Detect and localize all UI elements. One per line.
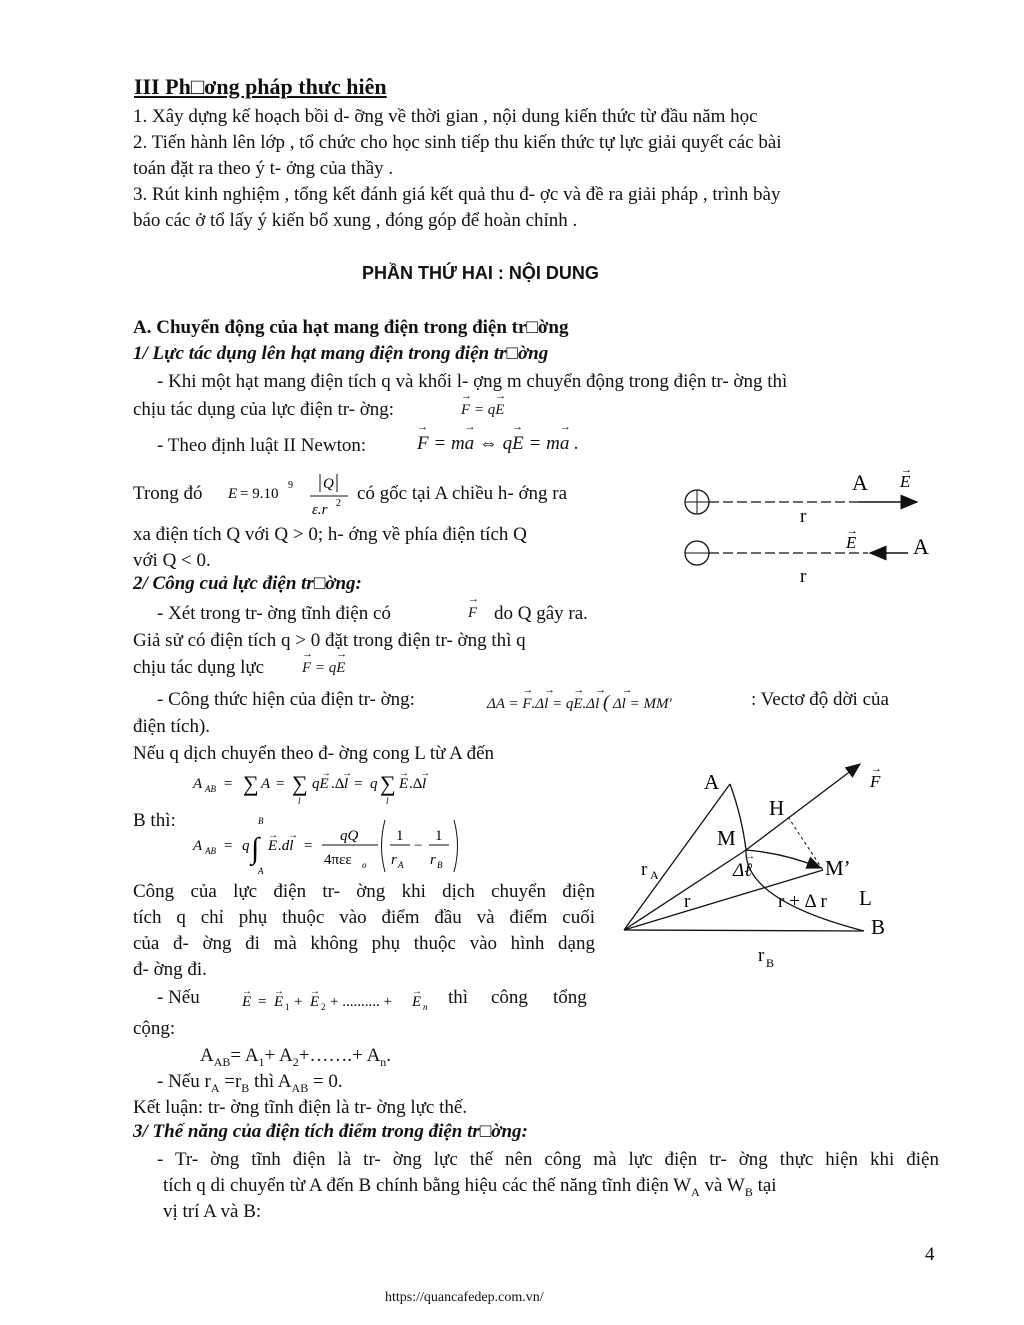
svg-text:+ .......... +: + .......... + <box>330 994 392 1010</box>
conclusion-line4: đ- ờng đi. <box>133 959 207 980</box>
label-r-top: r <box>800 506 807 527</box>
neu-e-tong: tổng <box>553 987 587 1008</box>
p3-line3: vị trí A và B: <box>163 1201 262 1222</box>
svg-text:l: l <box>422 776 427 792</box>
svg-text:E: E <box>274 994 284 1010</box>
label-e-top: E <box>900 472 911 491</box>
fig-label-h: H <box>769 796 785 820</box>
formula-f-qe: → F = q→ E <box>461 402 504 419</box>
svg-text:→: → <box>242 986 252 997</box>
svg-text:q: q <box>370 776 378 792</box>
fig-label-ra-sub: A <box>650 868 659 882</box>
svg-text:.Δ: .Δ <box>409 776 423 792</box>
subheading-1: 1/ Lực tác dụng lên hạt mang điện trong điện tr□ờng <box>133 343 549 364</box>
trong-do-desc: có gốc tại A chiều h- ớng ra <box>357 483 568 504</box>
svg-text:.dl: .dl <box>278 838 294 854</box>
formula-work-integral <box>188 812 488 880</box>
svg-text:1: 1 <box>285 1002 290 1012</box>
svg-text:=: = <box>258 994 267 1010</box>
svg-text:→: → <box>847 525 858 537</box>
p1-line1: - Khi một hạt mang điện tích q và khối l- ợng m chuyển động trong điện tr- ờng thì <box>157 371 788 392</box>
method-item-3-cont: báo các ở tổ lấy ý kiến bổ xung , đóng góp để hoàn chỉnh . <box>133 210 578 231</box>
svg-text:E: E <box>412 994 422 1010</box>
fig-label-f: F <box>870 772 881 791</box>
field-direction-figure <box>670 462 950 592</box>
svg-text:→: → <box>321 768 331 779</box>
fig-label-mprime: M’ <box>825 856 851 880</box>
svg-text:A: A <box>193 776 203 792</box>
svg-text:∫: ∫ <box>251 832 260 865</box>
neu-ra-rb: - Nếu $r_A =r_B$ thì $A_{AB} = 0$. <box>157 1071 343 1095</box>
svg-text:→: → <box>871 763 882 775</box>
svg-text:→: → <box>342 768 352 779</box>
p3-line1: - Tr- ờng tĩnh điện là tr- ờng lực thế nên công mà lực điện tr- ờng thực hiện khi điện <box>157 1149 939 1170</box>
svg-text:n: n <box>423 1002 428 1012</box>
method-item-2-cont: toán đặt ra theo ý t- ởng của thầy . <box>133 158 394 179</box>
label-e-bottom: E <box>846 533 857 552</box>
svg-text:=: = <box>354 776 363 792</box>
formula-work-sum <box>188 764 488 808</box>
svg-text:→: → <box>745 851 755 862</box>
xet-line2: Giả sử có điện tích q > 0 đặt trong điện tr- ờng thì q <box>133 630 526 651</box>
svg-text:4πεε: 4πεε <box>324 852 352 868</box>
p2-newton: - Theo định luật II Newton: <box>157 435 367 456</box>
svg-text:qQ: qQ <box>340 828 359 844</box>
footer-url[interactable]: https://quancafedep.com.vn/ <box>385 1290 544 1305</box>
svg-text:∑: ∑ <box>243 771 259 796</box>
formula-newton: → F = m→ a ⇔ q→ E = m→ a . <box>417 433 579 455</box>
heading-a: A. Chuyển động của hạt mang điện trong điện tr□ờng <box>133 317 569 338</box>
svg-text:A: A <box>193 838 203 854</box>
fig-label-a: A <box>704 770 720 794</box>
svg-text:l: l <box>386 796 389 806</box>
svg-text:o: o <box>362 860 367 870</box>
subheading-2: 2/ Công cuả lực điện tr□ờng: <box>133 573 362 594</box>
label-r-bottom: r <box>800 566 807 587</box>
svg-text:B: B <box>258 816 264 826</box>
conclusion-line2: tích q chỉ phụ thuộc vào điểm đầu và điểm cuối <box>133 907 595 928</box>
p3-line2: tích q di chuyển từ A đến B chính bằng hiệu các thế năng tĩnh điện $W_A$ và $W_B$ tại <box>163 1175 777 1199</box>
svg-text:→: → <box>274 986 284 997</box>
xa-line2: với Q < 0. <box>133 550 211 571</box>
fig-label-rb: r <box>758 945 765 966</box>
xa-line1: xa điện tích Q với Q > 0; h- ớng về phía điện tích Q <box>133 524 527 545</box>
svg-text:Q: Q <box>323 476 334 492</box>
svg-text:qE: qE <box>312 776 329 792</box>
formula-f: → F <box>468 605 477 622</box>
p1-line2: chịu tác dụng của lực điện tr- ờng: <box>133 399 395 420</box>
svg-text:E: E <box>228 486 238 502</box>
svg-text:∑: ∑ <box>292 771 308 796</box>
svg-text:→: → <box>399 768 409 779</box>
fig-label-dl: Δℓ <box>733 860 753 881</box>
fig-label-r: r <box>684 891 691 912</box>
svg-text:AB: AB <box>205 784 216 794</box>
page-number: 4 <box>925 1244 935 1265</box>
cong-thuc-cont: điện tích). <box>133 716 211 737</box>
svg-text:+: + <box>294 994 303 1010</box>
svg-text:→: → <box>268 830 278 841</box>
cong-cong: cộng: <box>133 1018 176 1039</box>
xet-line3: chịu tác dụng lực <box>133 657 265 678</box>
svg-text:E: E <box>268 838 278 854</box>
svg-text:→: → <box>412 986 422 997</box>
fig-label-r-dr: r + Δ r <box>778 891 827 912</box>
svg-text:→: → <box>288 830 298 841</box>
xet-line1b: do Q gây ra. <box>494 603 588 624</box>
cong-thuc-label: - Công thức hiện của điện tr- ờng: <box>157 689 415 710</box>
svg-text:A: A <box>261 776 271 792</box>
svg-text:E: E <box>399 776 409 792</box>
svg-text:2: 2 <box>336 498 341 509</box>
subheading-3: 3/ Thế năng của điện tích điểm trong điện tr□ờng: <box>133 1121 528 1142</box>
conclusion-line3: của đ- ờng đi mà không phụ thuộc vào hình dạng <box>133 933 595 954</box>
svg-text:A: A <box>398 860 404 870</box>
svg-text:9: 9 <box>288 480 293 491</box>
neu-e-cong: công <box>491 987 528 1008</box>
svg-text:E: E <box>310 994 320 1010</box>
svg-text:q: q <box>242 838 250 854</box>
method-item-2: 2. Tiến hành lên lớp , tổ chức cho học sinh tiếp thu kiến thức tự lực giải quyết các bài <box>133 132 782 153</box>
neu-e-label: - Nếu <box>157 987 200 1008</box>
svg-text:l: l <box>344 776 349 792</box>
svg-text:=: = <box>224 776 233 792</box>
label-a-bottom: A <box>913 534 929 559</box>
svg-text:A: A <box>258 866 264 876</box>
svg-text:.Δ: .Δ <box>331 776 345 792</box>
svg-text:1: 1 <box>435 828 443 844</box>
svg-text:=: = <box>224 838 233 854</box>
label-a-top: A <box>852 470 868 495</box>
svg-text:−: − <box>414 838 423 854</box>
svg-text:→: → <box>310 986 320 997</box>
svg-text:E: E <box>242 994 252 1010</box>
fig-label-l: L <box>859 886 872 910</box>
svg-text:2: 2 <box>321 1002 326 1012</box>
fig-label-m: M <box>717 826 736 850</box>
negative-charge-icon <box>685 541 709 565</box>
ket-luan: Kết luận: tr- ờng tĩnh điện là tr- ờng lực thế. <box>133 1097 468 1118</box>
svg-text:l: l <box>298 796 301 806</box>
svg-text:B: B <box>437 860 443 870</box>
fig-label-ra: r <box>641 859 648 880</box>
fig-label-rb-sub: B <box>766 956 775 970</box>
part-title: PHẦN THỨ HAI : NỘI DUNG <box>362 263 599 283</box>
fig-label-b: B <box>871 915 886 939</box>
aab-sum: $A_{AB}= A_1+$ $A_2+\dots\dots.+ A_n$. <box>200 1045 392 1069</box>
svg-text:∑: ∑ <box>380 771 396 796</box>
svg-text:=: = <box>304 838 313 854</box>
positive-charge-icon <box>685 490 709 514</box>
method-item-1: 1. Xây dựng kế hoạch bồi d- ỡng về thời gian , nội dung kiến thức từ đầu năm học <box>133 106 758 127</box>
svg-text:r: r <box>391 852 397 868</box>
trong-do-label: Trong đó <box>133 483 203 504</box>
svg-text:1: 1 <box>396 828 404 844</box>
svg-text:→: → <box>420 768 430 779</box>
formula-e-coulomb <box>226 466 356 524</box>
svg-text:= 9.10: = 9.10 <box>240 486 279 502</box>
svg-text:r: r <box>430 852 436 868</box>
formula-e-superposition <box>238 984 458 1014</box>
formula-work: ΔA = → F.Δ→ l = q→ E.Δ→ l ( Δ→ l = MM' <box>487 692 672 714</box>
svg-text:=: = <box>276 776 285 792</box>
neu-e-thi: thì <box>448 987 469 1008</box>
formula-f-qe-2: → F = q→ E <box>302 660 345 677</box>
xet-line1a: - Xét trong tr- ờng tĩnh điện có <box>157 603 391 624</box>
svg-text:→: → <box>901 464 912 476</box>
section-title: III Ph□ơng pháp thưc hiên <box>134 74 387 99</box>
work-path-figure <box>618 755 918 980</box>
method-item-3: 3. Rút kinh nghiệm , tổng kết đánh giá kết quả thu đ- ợc và đề ra giải pháp , trình bày <box>133 184 781 205</box>
neu-q-line: Nếu q dịch chuyển theo đ- ờng cong L từ A đến <box>133 743 495 764</box>
b-thi: B thì: <box>133 810 176 831</box>
svg-text:AB: AB <box>205 846 216 856</box>
cong-thuc-desc: : Vectơ độ dời của <box>751 689 889 710</box>
svg-text:ε.r: ε.r <box>312 502 328 518</box>
conclusion-line1: Công của lực điện tr- ờng khi dịch chuyển điện <box>133 881 595 902</box>
